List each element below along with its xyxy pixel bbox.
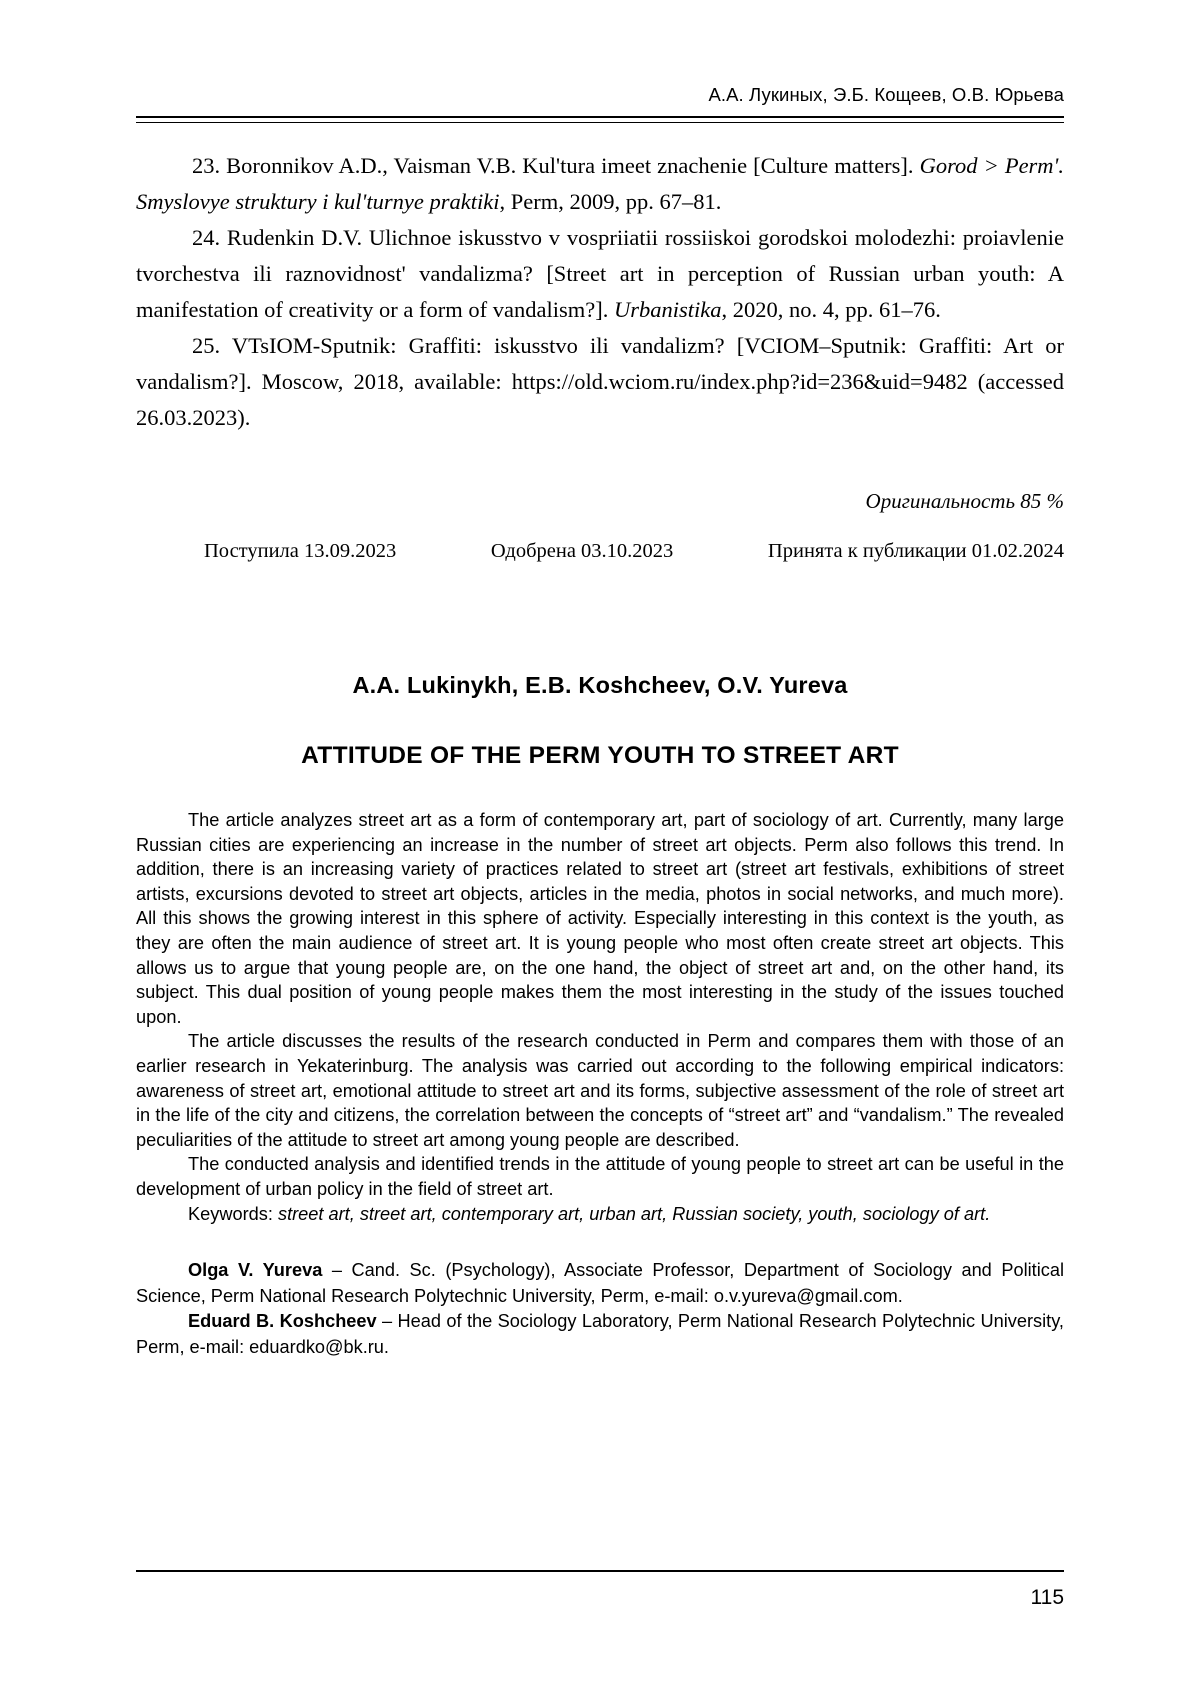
contact-2-details: – Head of the Sociology Laboratory, Perm National Research Polytechnic University, Perm, e-mail: eduardko@bk.ru. bbox=[136, 1311, 1064, 1357]
contact-1-details: – Cand. Sc. (Psychology), Associate Professor, Department of Sociology and Political Science, Perm National Research Polytechnic University, Perm, e-mail: o.v.yureva@gmail.com. bbox=[136, 1260, 1064, 1306]
contact-1-name: Olga V. Yureva bbox=[188, 1260, 323, 1280]
header-rule-thick bbox=[136, 116, 1064, 118]
reference-24-italic: Urbanistika bbox=[613, 297, 722, 322]
reference-25-pre: 25. VTsIOM-Sputnik: Graffiti: iskusstvo ili vandalizm? [VCIOM–Sputnik: Graffiti: Art or vandalism?]. Moscow, 2018, available: https://old.wciom.ru/index.php?id=236&uid=9482 (accessed 26.03.2023). bbox=[136, 333, 1064, 430]
contact-entry-2 bbox=[136, 1309, 1064, 1360]
reference-23-pre: 23. Boronnikov A.D., Vaisman V.B. Kul'tura imeet znachenie [Culture matters]. bbox=[192, 153, 920, 178]
author-contacts bbox=[136, 1258, 1064, 1360]
reference-item-23 bbox=[136, 148, 1064, 220]
abstract-paragraph-1: The article analyzes street art as a form of contemporary art, part of sociology of art. Currently, many large Russian cities are experiencing an increase in the number of street art objects. Perm also follows this trend. In addition, there is an increasing variety of practices related to street art (street art festivals, exhibitions of street artists, excursions devoted to street art objects, articles in the media, photos in social networks, and much more). All this shows the growing interest in this sphere of activity. Especially interesting in this context is the youth, as they are often the main audience of street art. It is young people who most often create street art objects. This allows us to argue that young people are, on the one hand, the object of street art and, on the other hand, its subject. This dual position of young people makes them the most interesting in the study of the issues touched upon. bbox=[136, 810, 1064, 1027]
reference-23-italic: Gorod > Perm'. Smyslovye struktury i kul'turnye praktiki bbox=[136, 153, 1064, 214]
footer-rule bbox=[136, 1570, 1064, 1572]
reference-item-25 bbox=[136, 328, 1064, 436]
page-number: 115 bbox=[1030, 1586, 1064, 1609]
reference-item-24 bbox=[136, 220, 1064, 328]
originality-note: Оригинальность 85 % bbox=[865, 489, 1064, 513]
submission-dates bbox=[136, 540, 1064, 563]
contact-entry-1 bbox=[136, 1258, 1064, 1309]
keywords-values: street art, street art, contemporary art, urban art, Russian society, youth, sociology of art. bbox=[277, 1203, 991, 1224]
english-abstract bbox=[136, 808, 1064, 1226]
english-title: ATTITUDE OF THE PERM YOUTH TO STREET ART bbox=[301, 742, 899, 769]
abstract-paragraph-2: The article discusses the results of the research conducted in Perm and compares them with those of an earlier research in Yekaterinburg. The analysis was carried out according to the following empirical indicators: awareness of street art, emotional attitude to street art and its forms, subjective assessment of the role of street art in the life of the city and citizens, the correlation between the concepts of “street art” and “vandalism.” The revealed peculiarities of the attitude to street art among young people are described. bbox=[136, 1031, 1064, 1150]
reference-23-post: , Perm, 2009, pp. 67–81. bbox=[499, 189, 722, 214]
running-head: А.А. Лукиных, Э.Б. Кощеев, О.В. Юрьева bbox=[708, 84, 1064, 105]
date-accepted: Принята к публикации 01.02.2024 bbox=[767, 540, 1064, 562]
contact-2-name: Eduard B. Koshcheev bbox=[188, 1311, 377, 1331]
header-rule-thin bbox=[136, 122, 1064, 123]
abstract-paragraph-3: The conducted analysis and identified trends in the attitude of young people to street art can be useful in the development of urban policy in the field of street art. bbox=[136, 1154, 1064, 1199]
reference-24-post: , 2020, no. 4, pp. 61–76. bbox=[721, 297, 941, 322]
english-authors: A.A. Lukinykh, E.B. Koshcheev, O.V. Yureva bbox=[352, 672, 848, 698]
date-received: Поступила 13.09.2023 bbox=[204, 540, 397, 562]
references-list bbox=[136, 148, 1064, 436]
keywords-line bbox=[136, 1202, 1064, 1227]
reference-24-pre: 24. Rudenkin D.V. Ulichnoe iskusstvo v vospriiatii rossiiskoi gorodskoi molodezhi: proiavlenie tvorchestva ili raznovidnost' vandalizma? [Street art in perception of Russian urban youth: A manifestation of creativity or a form of vandalism?]. bbox=[136, 225, 1064, 322]
date-approved: Одобрена 03.10.2023 bbox=[490, 540, 674, 562]
keywords-label: Keywords: bbox=[188, 1203, 278, 1224]
